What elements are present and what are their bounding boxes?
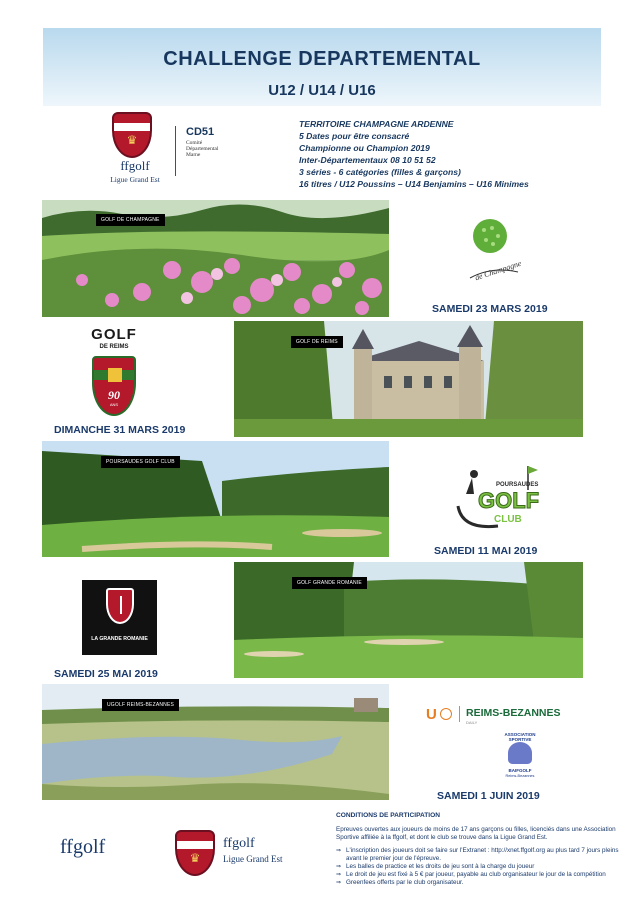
association-sportive-logo: ASSOCIATION SPORTIVE BAIFGOLF Reims-Bezannes xyxy=(504,732,536,778)
poursaudes-logo: POURSAUDES GOLF CLUB xyxy=(452,462,544,532)
conditions-title: CONDITIONS DE PARTICIPATION xyxy=(336,812,441,819)
event-date: SAMEDI 1 JUIN 2019 xyxy=(437,790,540,802)
golfer-icon xyxy=(508,742,532,764)
event-date: DIMANCHE 31 MARS 2019 xyxy=(54,424,186,436)
page-subtitle: U12 / U14 / U16 xyxy=(268,82,376,99)
list-item: ⇒ Greenfees offerts par le club organisateur. xyxy=(336,879,631,887)
list-item: ⇒ L'inscription des joueurs doit se faire sur l'Extranet : http://xnet.ffgolf.org au plus tard 7 jours pleins avant le premier jour de l'épreuve. xyxy=(336,847,631,863)
event-date: SAMEDI 25 MAI 2019 xyxy=(54,668,158,680)
event-date: SAMEDI 11 MAI 2019 xyxy=(434,545,538,557)
ffgolf-ligue-logo: ♛ ffgolf Ligue Grand Est xyxy=(100,112,170,192)
event-tag: UGOLF REIMS-BEZANNES xyxy=(102,699,179,711)
grande-romanie-logo: LA GRANDE ROMANIE xyxy=(82,580,157,655)
golf-champagne-photo xyxy=(42,200,389,317)
event-date: SAMEDI 23 MARS 2019 xyxy=(432,303,548,315)
ffgolf-logo: ffgolf xyxy=(60,836,106,858)
shield-icon: ♛ xyxy=(112,112,152,158)
header-banner xyxy=(43,28,601,106)
ugolf-reims-bezannes-logo: U REIMS-BEZANNES DAILY xyxy=(426,706,561,725)
grande-romanie-photo xyxy=(234,562,583,678)
romanie-shield-icon xyxy=(106,588,134,624)
poursaudes-photo xyxy=(42,441,389,557)
golf-champagne-logo: de Champagne xyxy=(462,206,526,292)
list-item: ⇒ Le droit de jeu est fixé à 5 € par joueur, payable au club organisateur le jour de la compétition xyxy=(336,871,631,879)
event-tag: POURSAUDES GOLF CLUB xyxy=(101,456,180,468)
conditions-list xyxy=(336,847,631,888)
conditions-section xyxy=(336,812,631,888)
list-item: ⇒ Les balles de practice et les droits de jeu sont à la charge du joueur xyxy=(336,863,631,871)
event-info: TERRITOIRE CHAMPAGNE ARDENNE 5 Dates pour être consacré Championne ou Champion 2019 Inter-Départementaux 08 10 51 52 3 séries - 6 catégories (filles & garçons) 16 titres / U12 Poussins – U14 Benjamins – U16 Minimes xyxy=(299,119,529,189)
page-title: CHALLENGE DEPARTEMENTAL xyxy=(163,48,481,70)
event-tag: GOLF GRANDE ROMANIE xyxy=(292,577,367,589)
ffgolf-ligue-footer-logo: ♛ ffgolf Ligue Grand Est xyxy=(175,830,285,880)
conditions-intro: Epreuves ouvertes aux joueurs de moins de 17 ans garçons ou filles, licenciés dans une Association Sportive affiliée à la ffgolf, et dont le club se trouve dans la Ligue Grand Est. xyxy=(336,826,616,842)
event-tag: GOLF DE CHAMPAGNE xyxy=(96,214,165,226)
event-tag: GOLF DE REIMS xyxy=(291,336,343,348)
reims-bezannes-photo xyxy=(42,684,389,800)
shield-icon: ♛ xyxy=(175,830,215,876)
reims-shield-icon: 90 ANS xyxy=(92,356,136,416)
golf-reims-photo xyxy=(234,321,583,437)
golf-reims-logo: GOLF DE REIMS 90 ANS xyxy=(82,326,146,422)
cd51-logo: CD51 Comité Départemental Marne xyxy=(175,126,245,176)
